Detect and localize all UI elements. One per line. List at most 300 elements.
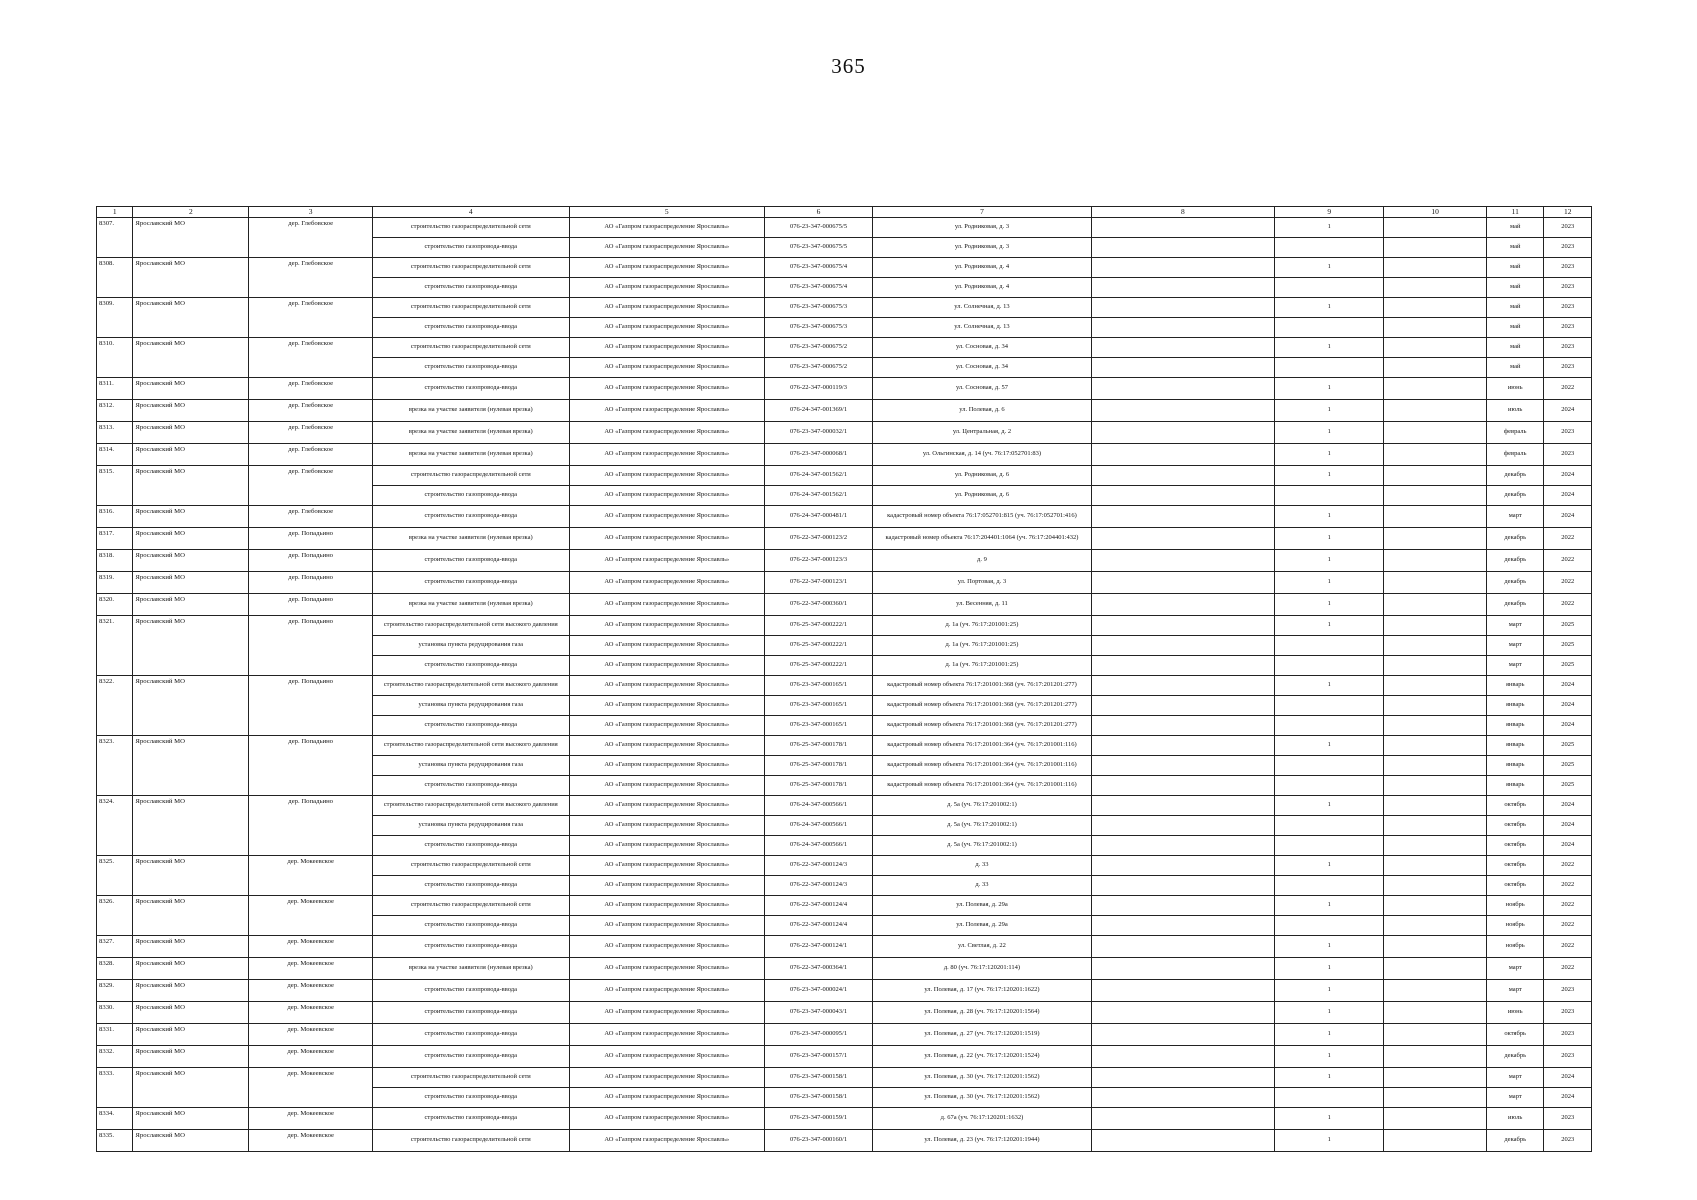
column-8-cell: [1091, 378, 1274, 400]
column-10-cell: [1384, 1002, 1487, 1024]
month-cell: декабрь: [1487, 1130, 1544, 1152]
month-cell: декабрь: [1487, 572, 1544, 594]
column-8-cell: [1091, 400, 1274, 422]
work-type-cell: строительство газораспределительной сети: [373, 338, 570, 358]
address-cell: ул. Полевая, д. 17 (уч. 76:17:120201:1622): [873, 980, 1092, 1002]
column-10-cell: [1384, 676, 1487, 696]
settlement-cell: дер. Мокеевское: [249, 896, 373, 936]
settlement-cell: дер. Попадьино: [249, 796, 373, 856]
month-cell: октябрь: [1487, 796, 1544, 816]
row-number-cell: 8311.: [97, 378, 133, 400]
year-cell: 2022: [1544, 958, 1592, 980]
organization-cell: АО «Газпром газораспределение Ярославль»: [569, 816, 764, 836]
month-cell: декабрь: [1487, 528, 1544, 550]
column-10-cell: [1384, 444, 1487, 466]
settlement-cell: дер. Глебовское: [249, 338, 373, 378]
year-cell: 2025: [1544, 756, 1592, 776]
organization-cell: АО «Газпром газораспределение Ярославль»: [569, 506, 764, 528]
column-10-cell: [1384, 980, 1487, 1002]
application-code-cell: 076-23-347-000165/1: [764, 676, 872, 696]
organization-cell: АО «Газпром газораспределение Ярославль»: [569, 1088, 764, 1108]
address-cell: ул. Полевая, д. 27 (уч. 76:17:120201:1519): [873, 1024, 1092, 1046]
settlement-cell: дер. Попадьино: [249, 550, 373, 572]
table-row: [97, 1002, 1592, 1024]
work-type-cell: строительство газопровода-ввода: [373, 506, 570, 528]
application-code-cell: 076-22-347-000124/1: [764, 936, 872, 958]
count-cell: 1: [1275, 528, 1384, 550]
organization-cell: АО «Газпром газораспределение Ярославль»: [569, 378, 764, 400]
address-cell: кадастровый номер объекта 76:17:201001:368 (уч. 76:17:201201:277): [873, 716, 1092, 736]
address-cell: кадастровый номер объекта 76:17:201001:364 (уч. 76:17:201001:116): [873, 776, 1092, 796]
application-code-cell: 076-23-347-000675/4: [764, 278, 872, 298]
year-cell: 2025: [1544, 616, 1592, 636]
count-cell: 1: [1275, 378, 1384, 400]
column-10-cell: [1384, 756, 1487, 776]
data-table: [96, 206, 1592, 1152]
municipality-cell: Ярославский МО: [133, 896, 249, 936]
column-8-cell: [1091, 338, 1274, 358]
work-type-cell: строительство газораспределительной сети высокого давления: [373, 736, 570, 756]
work-type-cell: установка пункта редуцирования газа: [373, 696, 570, 716]
address-cell: д. 5а (уч. 76:17:201002:1): [873, 836, 1092, 856]
month-cell: март: [1487, 1068, 1544, 1088]
year-cell: 2023: [1544, 980, 1592, 1002]
work-type-cell: врезка на участке заявителя (нулевая врезка): [373, 400, 570, 422]
application-code-cell: 076-24-347-001562/1: [764, 466, 872, 486]
count-cell: 1: [1275, 338, 1384, 358]
column-10-cell: [1384, 656, 1487, 676]
municipality-cell: Ярославский МО: [133, 506, 249, 528]
year-cell: 2024: [1544, 506, 1592, 528]
address-cell: ул. Полевая, д. 28 (уч. 76:17:120201:1564): [873, 1002, 1092, 1024]
application-code-cell: 076-24-347-000481/1: [764, 506, 872, 528]
year-cell: 2023: [1544, 278, 1592, 298]
row-number-cell: 8324.: [97, 796, 133, 856]
work-type-cell: строительство газораспределительной сети высокого давления: [373, 616, 570, 636]
organization-cell: АО «Газпром газораспределение Ярославль»: [569, 258, 764, 278]
year-cell: 2022: [1544, 936, 1592, 958]
count-cell: 1: [1275, 466, 1384, 486]
address-cell: ул. Полевая, д. 22 (уч. 76:17:120201:1524): [873, 1046, 1092, 1068]
table-row: [97, 736, 1592, 756]
work-type-cell: строительство газопровода-ввода: [373, 776, 570, 796]
address-cell: ул. Портовая, д. 3: [873, 572, 1092, 594]
column-8-cell: [1091, 656, 1274, 676]
municipality-cell: Ярославский МО: [133, 1002, 249, 1024]
organization-cell: АО «Газпром газораспределение Ярославль»: [569, 656, 764, 676]
column-8-cell: [1091, 358, 1274, 378]
column-10-cell: [1384, 298, 1487, 318]
count-cell: 1: [1275, 550, 1384, 572]
work-type-cell: врезка на участке заявителя (нулевая врезка): [373, 528, 570, 550]
settlement-cell: дер. Мокеевское: [249, 1130, 373, 1152]
table-row: [97, 218, 1592, 238]
column-10-cell: [1384, 550, 1487, 572]
column-8-cell: [1091, 506, 1274, 528]
count-cell: 1: [1275, 796, 1384, 816]
address-cell: ул. Полевая, д. 23 (уч. 76:17:120201:1944): [873, 1130, 1092, 1152]
address-cell: кадастровый номер объекта 76:17:201001:364 (уч. 76:17:201001:116): [873, 756, 1092, 776]
address-cell: ул. Родниковая, д. 3: [873, 218, 1092, 238]
count-cell: 1: [1275, 1024, 1384, 1046]
work-type-cell: строительство газораспределительной сети высокого давления: [373, 676, 570, 696]
settlement-cell: дер. Глебовское: [249, 298, 373, 338]
municipality-cell: Ярославский МО: [133, 550, 249, 572]
year-cell: 2022: [1544, 876, 1592, 896]
work-type-cell: врезка на участке заявителя (нулевая врезка): [373, 594, 570, 616]
application-code-cell: 076-24-347-000566/1: [764, 836, 872, 856]
table-row: [97, 400, 1592, 422]
address-cell: кадастровый номер объекта 76:17:201001:368 (уч. 76:17:201201:277): [873, 696, 1092, 716]
column-10-cell: [1384, 716, 1487, 736]
settlement-cell: дер. Мокеевское: [249, 856, 373, 896]
municipality-cell: Ярославский МО: [133, 422, 249, 444]
column-10-cell: [1384, 916, 1487, 936]
column-10-cell: [1384, 486, 1487, 506]
column-10-cell: [1384, 816, 1487, 836]
year-cell: 2023: [1544, 258, 1592, 278]
organization-cell: АО «Газпром газораспределение Ярославль»: [569, 422, 764, 444]
count-cell: [1275, 836, 1384, 856]
count-cell: [1275, 358, 1384, 378]
month-cell: январь: [1487, 676, 1544, 696]
address-cell: ул. Родниковая, д. 4: [873, 278, 1092, 298]
year-cell: 2023: [1544, 358, 1592, 378]
column-10-cell: [1384, 594, 1487, 616]
application-code-cell: 076-23-347-000675/5: [764, 218, 872, 238]
column-10-cell: [1384, 1130, 1487, 1152]
work-type-cell: строительство газораспределительной сети высокого давления: [373, 796, 570, 816]
column-10-cell: [1384, 400, 1487, 422]
year-cell: 2023: [1544, 1108, 1592, 1130]
application-code-cell: 076-23-347-000675/5: [764, 238, 872, 258]
organization-cell: АО «Газпром газораспределение Ярославль»: [569, 776, 764, 796]
column-8-cell: [1091, 1002, 1274, 1024]
organization-cell: АО «Газпром газораспределение Ярославль»: [569, 1024, 764, 1046]
column-10-cell: [1384, 856, 1487, 876]
work-type-cell: строительство газопровода-ввода: [373, 1046, 570, 1068]
month-cell: январь: [1487, 756, 1544, 776]
table-row: [97, 594, 1592, 616]
address-cell: д. 80 (уч. 76:17:120201:114): [873, 958, 1092, 980]
column-10-cell: [1384, 572, 1487, 594]
work-type-cell: строительство газопровода-ввода: [373, 1108, 570, 1130]
column-8-cell: [1091, 318, 1274, 338]
month-cell: январь: [1487, 736, 1544, 756]
work-type-cell: строительство газопровода-ввода: [373, 656, 570, 676]
column-10-cell: [1384, 836, 1487, 856]
address-cell: ул. Центральная, д. 2: [873, 422, 1092, 444]
address-cell: ул. Солнечная, д. 13: [873, 298, 1092, 318]
column-10-cell: [1384, 528, 1487, 550]
organization-cell: АО «Газпром газораспределение Ярославль»: [569, 358, 764, 378]
table-row: [97, 378, 1592, 400]
row-number-cell: 8330.: [97, 1002, 133, 1024]
count-cell: [1275, 776, 1384, 796]
organization-cell: АО «Газпром газораспределение Ярославль»: [569, 444, 764, 466]
municipality-cell: Ярославский МО: [133, 1108, 249, 1130]
settlement-cell: дер. Глебовское: [249, 218, 373, 258]
count-cell: 1: [1275, 1002, 1384, 1024]
address-cell: ул. Родниковая, д. 6: [873, 466, 1092, 486]
count-cell: [1275, 816, 1384, 836]
month-cell: март: [1487, 980, 1544, 1002]
month-cell: октябрь: [1487, 1024, 1544, 1046]
organization-cell: АО «Газпром газораспределение Ярославль»: [569, 696, 764, 716]
application-code-cell: 076-25-347-000222/1: [764, 656, 872, 676]
table-row: [97, 796, 1592, 816]
application-code-cell: 076-22-347-000124/4: [764, 896, 872, 916]
header-row: [97, 207, 1592, 218]
count-cell: 1: [1275, 736, 1384, 756]
table-row: [97, 506, 1592, 528]
application-code-cell: 076-24-347-000566/1: [764, 816, 872, 836]
address-cell: ул. Солнечная, д. 13: [873, 318, 1092, 338]
address-cell: кадастровый номер объекта 76:17:201001:364 (уч. 76:17:201001:116): [873, 736, 1092, 756]
address-cell: д. 5а (уч. 76:17:201002:1): [873, 816, 1092, 836]
row-number-cell: 8335.: [97, 1130, 133, 1152]
column-10-cell: [1384, 1108, 1487, 1130]
application-code-cell: 076-22-347-000124/4: [764, 916, 872, 936]
column-header-11: 11: [1487, 207, 1544, 218]
column-10-cell: [1384, 466, 1487, 486]
settlement-cell: дер. Мокеевское: [249, 1068, 373, 1108]
column-10-cell: [1384, 1046, 1487, 1068]
column-header-7: 7: [873, 207, 1092, 218]
municipality-cell: Ярославский МО: [133, 796, 249, 856]
column-8-cell: [1091, 422, 1274, 444]
column-10-cell: [1384, 506, 1487, 528]
year-cell: 2022: [1544, 572, 1592, 594]
application-code-cell: 076-23-347-000068/1: [764, 444, 872, 466]
address-cell: ул. Полевая, д. 30 (уч. 76:17:120201:1562): [873, 1068, 1092, 1088]
work-type-cell: строительство газораспределительной сети: [373, 1068, 570, 1088]
organization-cell: АО «Газпром газораспределение Ярославль»: [569, 466, 764, 486]
column-8-cell: [1091, 1024, 1274, 1046]
month-cell: октябрь: [1487, 816, 1544, 836]
table-header: [97, 207, 1592, 218]
municipality-cell: Ярославский МО: [133, 676, 249, 736]
organization-cell: АО «Газпром газораспределение Ярославль»: [569, 1108, 764, 1130]
work-type-cell: строительство газопровода-ввода: [373, 572, 570, 594]
column-10-cell: [1384, 936, 1487, 958]
work-type-cell: строительство газопровода-ввода: [373, 1024, 570, 1046]
row-number-cell: 8333.: [97, 1068, 133, 1108]
count-cell: 1: [1275, 676, 1384, 696]
organization-cell: АО «Газпром газораспределение Ярославль»: [569, 676, 764, 696]
address-cell: ул. Сосновая, д. 57: [873, 378, 1092, 400]
application-code-cell: 076-24-347-000566/1: [764, 796, 872, 816]
organization-cell: АО «Газпром газораспределение Ярославль»: [569, 1002, 764, 1024]
address-cell: ул. Родниковая, д. 6: [873, 486, 1092, 506]
row-number-cell: 8314.: [97, 444, 133, 466]
organization-cell: АО «Газпром газораспределение Ярославль»: [569, 980, 764, 1002]
count-cell: 1: [1275, 980, 1384, 1002]
count-cell: 1: [1275, 506, 1384, 528]
column-8-cell: [1091, 980, 1274, 1002]
column-8-cell: [1091, 218, 1274, 238]
column-8-cell: [1091, 816, 1274, 836]
address-cell: д. 33: [873, 876, 1092, 896]
column-8-cell: [1091, 958, 1274, 980]
count-cell: 1: [1275, 1130, 1384, 1152]
year-cell: 2024: [1544, 716, 1592, 736]
month-cell: июль: [1487, 400, 1544, 422]
address-cell: ул. Полевая, д. 29а: [873, 916, 1092, 936]
month-cell: март: [1487, 636, 1544, 656]
column-10-cell: [1384, 616, 1487, 636]
column-10-cell: [1384, 358, 1487, 378]
month-cell: март: [1487, 616, 1544, 636]
settlement-cell: дер. Попадьино: [249, 676, 373, 736]
row-number-cell: 8316.: [97, 506, 133, 528]
month-cell: декабрь: [1487, 466, 1544, 486]
count-cell: [1275, 486, 1384, 506]
column-8-cell: [1091, 594, 1274, 616]
municipality-cell: Ярославский МО: [133, 378, 249, 400]
organization-cell: АО «Газпром газораспределение Ярославль»: [569, 896, 764, 916]
table-row: [97, 550, 1592, 572]
settlement-cell: дер. Мокеевское: [249, 1002, 373, 1024]
application-code-cell: 076-23-347-000675/3: [764, 298, 872, 318]
address-cell: ул. Полевая, д. 30 (уч. 76:17:120201:1562): [873, 1088, 1092, 1108]
application-code-cell: 076-25-347-000222/1: [764, 636, 872, 656]
month-cell: ноябрь: [1487, 896, 1544, 916]
municipality-cell: Ярославский МО: [133, 594, 249, 616]
month-cell: октябрь: [1487, 876, 1544, 896]
application-code-cell: 076-25-347-000178/1: [764, 776, 872, 796]
count-cell: 1: [1275, 422, 1384, 444]
count-cell: 1: [1275, 594, 1384, 616]
year-cell: 2022: [1544, 550, 1592, 572]
table-row: [97, 1024, 1592, 1046]
column-8-cell: [1091, 466, 1274, 486]
column-8-cell: [1091, 936, 1274, 958]
month-cell: май: [1487, 358, 1544, 378]
row-number-cell: 8334.: [97, 1108, 133, 1130]
application-code-cell: 076-23-347-000158/1: [764, 1068, 872, 1088]
organization-cell: АО «Газпром газораспределение Ярославль»: [569, 338, 764, 358]
table-row: [97, 896, 1592, 916]
column-8-cell: [1091, 1068, 1274, 1088]
table-row: [97, 1068, 1592, 1088]
year-cell: 2023: [1544, 1130, 1592, 1152]
column-8-cell: [1091, 550, 1274, 572]
work-type-cell: строительство газораспределительной сети: [373, 466, 570, 486]
year-cell: 2023: [1544, 444, 1592, 466]
table-row: [97, 936, 1592, 958]
year-cell: 2023: [1544, 298, 1592, 318]
count-cell: 1: [1275, 1046, 1384, 1068]
application-code-cell: 076-23-347-000157/1: [764, 1046, 872, 1068]
address-cell: д. 1а (уч. 76:17:201001:25): [873, 616, 1092, 636]
year-cell: 2023: [1544, 238, 1592, 258]
table-row: [97, 616, 1592, 636]
organization-cell: АО «Газпром газораспределение Ярославль»: [569, 528, 764, 550]
settlement-cell: дер. Попадьино: [249, 572, 373, 594]
year-cell: 2022: [1544, 528, 1592, 550]
municipality-cell: Ярославский МО: [133, 218, 249, 258]
month-cell: май: [1487, 318, 1544, 338]
count-cell: [1275, 876, 1384, 896]
year-cell: 2023: [1544, 318, 1592, 338]
count-cell: [1275, 656, 1384, 676]
organization-cell: АО «Газпром газораспределение Ярославль»: [569, 278, 764, 298]
address-cell: ул. Светлая, д. 22: [873, 936, 1092, 958]
month-cell: февраль: [1487, 444, 1544, 466]
row-number-cell: 8320.: [97, 594, 133, 616]
month-cell: декабрь: [1487, 550, 1544, 572]
work-type-cell: строительство газораспределительной сети: [373, 298, 570, 318]
year-cell: 2023: [1544, 1046, 1592, 1068]
count-cell: 1: [1275, 572, 1384, 594]
column-8-cell: [1091, 278, 1274, 298]
year-cell: 2023: [1544, 218, 1592, 238]
month-cell: март: [1487, 656, 1544, 676]
address-cell: д. 1а (уч. 76:17:201001:25): [873, 656, 1092, 676]
municipality-cell: Ярославский МО: [133, 616, 249, 676]
table-row: [97, 258, 1592, 278]
row-number-cell: 8319.: [97, 572, 133, 594]
work-type-cell: установка пункта редуцирования газа: [373, 816, 570, 836]
settlement-cell: дер. Мокеевское: [249, 1046, 373, 1068]
column-header-12: 12: [1544, 207, 1592, 218]
year-cell: 2024: [1544, 1068, 1592, 1088]
work-type-cell: строительство газораспределительной сети: [373, 218, 570, 238]
work-type-cell: установка пункта редуцирования газа: [373, 636, 570, 656]
settlement-cell: дер. Мокеевское: [249, 958, 373, 980]
address-cell: д. 1а (уч. 76:17:201001:25): [873, 636, 1092, 656]
municipality-cell: Ярославский МО: [133, 338, 249, 378]
month-cell: март: [1487, 1088, 1544, 1108]
address-cell: ул. Ольгинская, д. 14 (уч. 76:17:052701:83): [873, 444, 1092, 466]
year-cell: 2024: [1544, 466, 1592, 486]
settlement-cell: дер. Глебовское: [249, 400, 373, 422]
column-8-cell: [1091, 1088, 1274, 1108]
organization-cell: АО «Газпром газораспределение Ярославль»: [569, 594, 764, 616]
organization-cell: АО «Газпром газораспределение Ярославль»: [569, 736, 764, 756]
column-10-cell: [1384, 736, 1487, 756]
column-header-3: 3: [249, 207, 373, 218]
table-body: [97, 218, 1592, 1152]
application-code-cell: 076-23-347-000095/1: [764, 1024, 872, 1046]
column-10-cell: [1384, 378, 1487, 400]
table-row: [97, 298, 1592, 318]
organization-cell: АО «Газпром газораспределение Ярославль»: [569, 958, 764, 980]
count-cell: [1275, 1088, 1384, 1108]
organization-cell: АО «Газпром газораспределение Ярославль»: [569, 550, 764, 572]
row-number-cell: 8318.: [97, 550, 133, 572]
column-8-cell: [1091, 1130, 1274, 1152]
month-cell: июль: [1487, 1108, 1544, 1130]
address-cell: д. 67а (уч. 76:17:120201:1632): [873, 1108, 1092, 1130]
municipality-cell: Ярославский МО: [133, 572, 249, 594]
year-cell: 2023: [1544, 338, 1592, 358]
column-10-cell: [1384, 278, 1487, 298]
year-cell: 2023: [1544, 1024, 1592, 1046]
row-number-cell: 8331.: [97, 1024, 133, 1046]
organization-cell: АО «Газпром газораспределение Ярославль»: [569, 796, 764, 816]
address-cell: ул. Весенняя, д. 11: [873, 594, 1092, 616]
month-cell: декабрь: [1487, 594, 1544, 616]
municipality-cell: Ярославский МО: [133, 1046, 249, 1068]
settlement-cell: дер. Мокеевское: [249, 980, 373, 1002]
organization-cell: АО «Газпром газораспределение Ярославль»: [569, 616, 764, 636]
year-cell: 2025: [1544, 636, 1592, 656]
settlement-cell: дер. Глебовское: [249, 466, 373, 506]
work-type-cell: строительство газораспределительной сети: [373, 1130, 570, 1152]
work-type-cell: строительство газопровода-ввода: [373, 278, 570, 298]
